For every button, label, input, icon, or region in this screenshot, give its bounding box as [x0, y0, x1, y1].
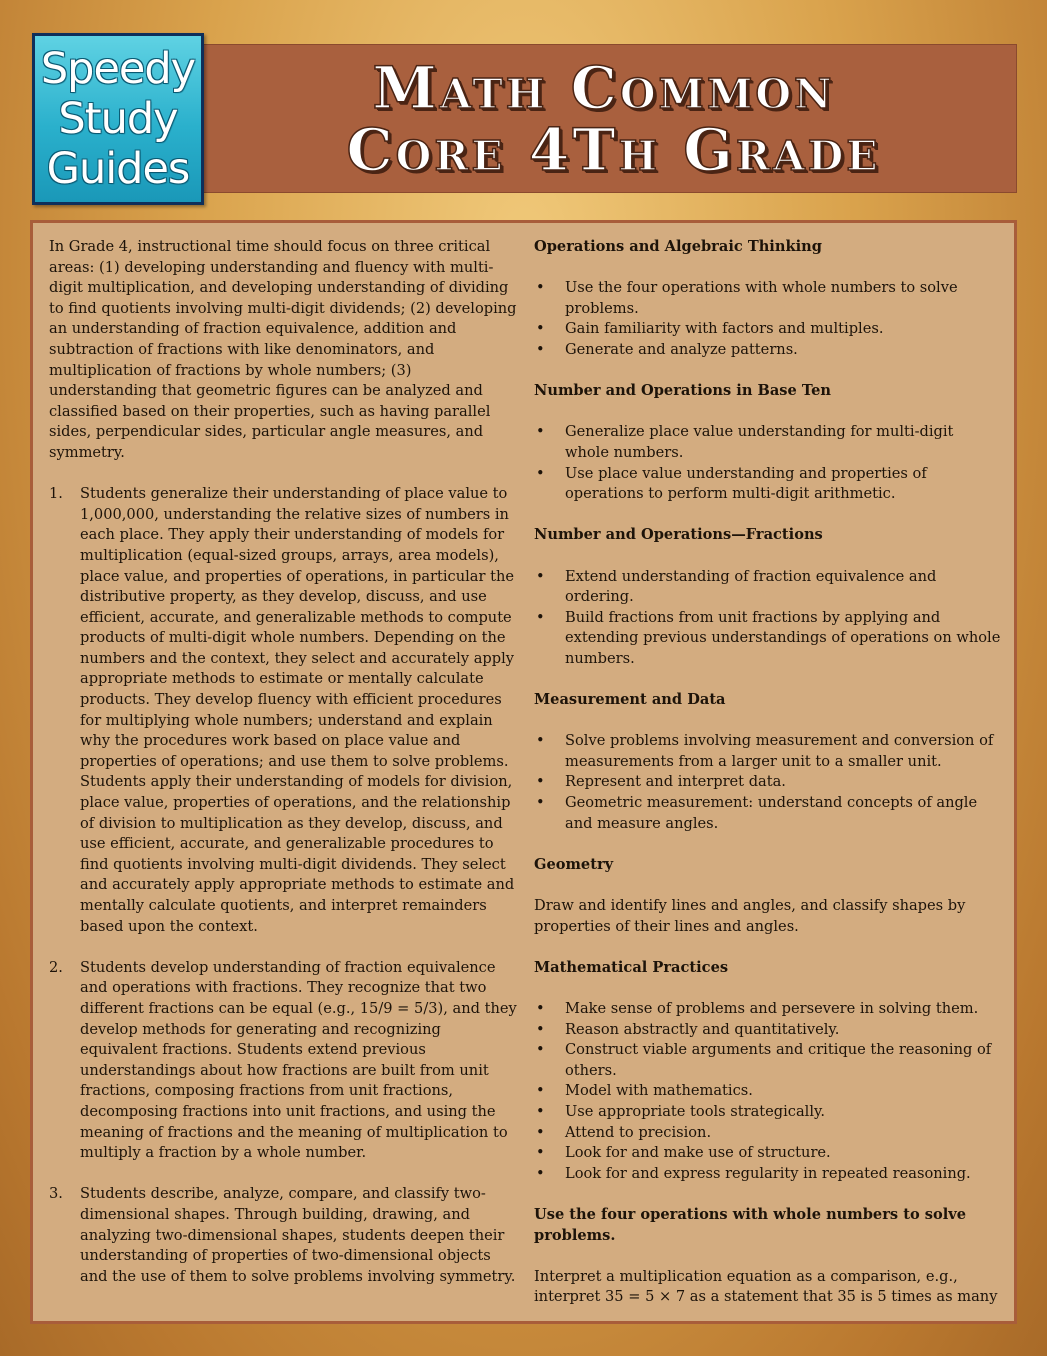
list-item [534, 1102, 1002, 1123]
list-item-text: Model with mathematics. [565, 1082, 753, 1100]
item-text: Students generalize their understanding of place value to 1,000,000, understanding the relative sizes of numbers in each place. They apply their understanding of models for multiplication (equal-sized groups, arrays, area models), place value, and properties of operations, in particular the distributive property, as they develop, discuss, and use efficient, accurate, and generalizable methods to compute products of multi-digit whole numbers. Depending on the numbers and the context, they select and accurately apply appropriate methods to estimate or mentally calculate products. They develop fluency with efficient procedures for multiplying whole numbers; understand and explain why the procedures work based on place value and properties of operations; and use them to solve problems. Students apply their understanding of models for division, place value, properties of operations, and the relationship of division to multiplication as they develop, discuss, and use efficient, accurate, and generalizable procedures to find quotients involving multi-digit dividends. They select and accurately apply appropriate methods to estimate and mentally calculate quotients, and interpret remainders based upon the context. [80, 485, 515, 935]
list-item-text: Generate and analyze patterns. [565, 340, 798, 358]
list-item [534, 319, 1002, 340]
bullet-icon: • [536, 1144, 545, 1162]
intro-paragraph: In Grade 4, instructional time should focus on three critical areas: (1) developing understanding and fluency with multi-digit multiplication, and developing understanding of dividing to find quotients involving multi-digit dividends; (2) developing an understanding of fraction equivalence, addition and subtraction of fractions with like denominators, and multiplication of fractions by whole numbers; (3) understanding that geometric figures can be analyzed and classified based on their properties, such as having parallel sides, perpendicular sides, particular angle measures, and symmetry. [49, 238, 517, 461]
list-item-text: Use appropriate tools strategically. [565, 1102, 825, 1120]
bullet-icon: • [536, 567, 545, 585]
section-heading-fractions: Number and Operations—Fractions [534, 526, 823, 544]
list-item [534, 422, 1002, 463]
bullet-list-base-ten [534, 422, 1002, 504]
bullet-icon: • [536, 340, 545, 358]
page-title-line-2: Core 4Th Grade [346, 115, 881, 184]
numbered-item [49, 958, 519, 1164]
section-heading-math-practices: Mathematical Practices [534, 958, 729, 976]
list-item-text: Gain familiarity with factors and multiples. [565, 320, 884, 338]
list-item [534, 1143, 1002, 1164]
list-item-text: Represent and interpret data. [565, 773, 786, 791]
item-number: 3. [49, 1185, 63, 1203]
list-item-text: Generalize place value understanding for multi-digit whole numbers. [565, 423, 954, 461]
list-item [534, 999, 1002, 1020]
list-item [534, 1123, 1002, 1144]
bullet-icon: • [536, 794, 545, 812]
section-heading-operations-algebraic: Operations and Algebraic Thinking [534, 238, 822, 255]
list-item [534, 772, 1002, 793]
bullet-list-measurement [534, 731, 1002, 834]
list-item-text: Reason abstractly and quantitatively. [565, 1020, 840, 1038]
section-heading-measurement: Measurement and Data [534, 691, 726, 709]
list-item [534, 567, 1002, 608]
list-item [534, 464, 1002, 505]
section-heading-geometry: Geometry [534, 855, 614, 873]
bullet-list-fractions [534, 567, 1002, 670]
list-item [534, 278, 1002, 319]
section-heading-base-ten: Number and Operations in Base Ten [534, 382, 831, 400]
list-item [534, 1164, 1002, 1185]
numbered-item [49, 1184, 519, 1287]
bullet-icon: • [536, 999, 545, 1017]
right-column [534, 237, 1002, 1324]
list-item [534, 793, 1002, 834]
logo-line-1: Speedy [40, 44, 196, 94]
list-item [534, 731, 1002, 772]
bullet-icon: • [536, 773, 545, 791]
bullet-icon: • [536, 423, 545, 441]
bullet-icon: • [536, 1041, 545, 1059]
bullet-icon: • [536, 1164, 545, 1182]
numbered-item [49, 484, 519, 937]
speedy-study-guides-logo [32, 33, 204, 205]
list-item-text: Attend to precision. [565, 1123, 712, 1141]
item-text: Students develop understanding of fraction equivalence and operations with fractions. They recognize that two different fractions can be equal (e.g., 15/9 = 5/3), and they develop methods for generating and recognizing equivalent fractions. Students extend previous understandings about how fractions are built from unit fractions, composing fractions from unit fractions, decomposing fractions into unit fractions, and using the meaning of fractions and the meaning of multiplication to multiply a fraction by a whole number. [80, 958, 517, 1162]
list-item-text: Look for and make use of structure. [565, 1144, 831, 1162]
bullet-list-operations-algebraic [534, 278, 1002, 360]
logo-line-3: Guides [46, 144, 190, 194]
bullet-icon: • [536, 279, 545, 297]
title-banner [190, 44, 1017, 193]
section-heading-four-operations: Use the four operations with whole numbers to solve problems. [534, 1205, 967, 1244]
list-item [534, 1020, 1002, 1041]
bullet-list-math-practices [534, 999, 1002, 1184]
page-title-line-1: Math Common [372, 53, 835, 122]
left-column [49, 237, 519, 1308]
list-item-text: Geometric measurement: understand concepts of angle and measure angles. [565, 794, 978, 832]
bullet-icon: • [536, 1123, 545, 1141]
bullet-icon: • [536, 1020, 545, 1038]
list-item-text: Solve problems involving measurement and conversion of measurements from a larger unit to a smaller unit. [565, 732, 994, 770]
list-item-text: Construct viable arguments and critique the reasoning of others. [565, 1041, 992, 1079]
bullet-icon: • [536, 320, 545, 338]
item-number: 2. [49, 958, 63, 976]
bullet-icon: • [536, 1082, 545, 1100]
bullet-icon: • [536, 1102, 545, 1120]
item-number: 1. [49, 485, 63, 503]
bullet-icon: • [536, 608, 545, 626]
list-item-text: Use place value understanding and properties of operations to perform multi-digit arithmetic. [565, 464, 927, 503]
list-item-text: Look for and express regularity in repeated reasoning. [565, 1164, 971, 1182]
list-item-text: Extend understanding of fraction equivalence and ordering. [565, 567, 937, 606]
list-item-text: Build fractions from unit fractions by applying and extending previous understandings of operations on whole numbers. [565, 608, 1001, 667]
bullet-icon: • [536, 464, 545, 482]
list-item [534, 340, 1002, 361]
list-item-text: Use the four operations with whole numbers to solve problems. [565, 279, 958, 317]
list-item-text: Make sense of problems and persevere in solving them. [565, 999, 979, 1017]
bullet-icon: • [536, 732, 545, 750]
logo-line-2: Study [58, 94, 178, 144]
geometry-text: Draw and identify lines and angles, and classify shapes by properties of their lines and angles. [534, 897, 966, 935]
item-text: Students describe, analyze, compare, and classify two-dimensional shapes. Through building, drawing, and analyzing two-dimensional shapes, students deepen their understanding of properties of two-dimensional objects and the use of them to solve problems involving symmetry. [80, 1185, 516, 1285]
list-item [534, 1081, 1002, 1102]
content-panel [30, 220, 1017, 1324]
four-operations-text: Interpret a multiplication equation as a comparison, e.g., interpret 35 = 5 × 7 as a statement that 35 is 5 times as many [534, 1267, 998, 1306]
list-item [534, 1040, 1002, 1081]
list-item [534, 608, 1002, 670]
